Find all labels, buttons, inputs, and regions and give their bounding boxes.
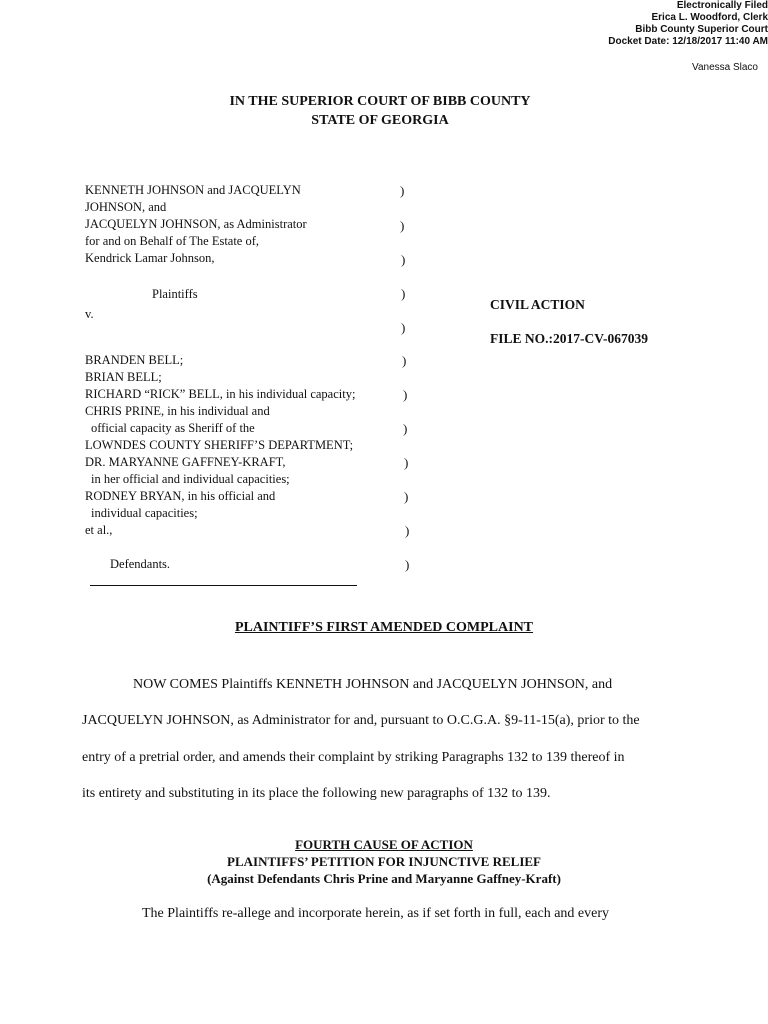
caption-paren: ) (403, 421, 408, 436)
caption-paren: ) (401, 252, 406, 267)
defendant-line: in her official and individual capacities; (91, 472, 290, 486)
body-line: its entirety and substituting in its place the following new paragraphs of 132 to 139. (82, 786, 551, 801)
body-line: JACQUELYN JOHNSON, as Administrator for and, pursuant to O.C.G.A. §9-11-15(a), prior to the (82, 713, 640, 728)
court-name: IN THE SUPERIOR COURT OF BIBB COUNTY (229, 94, 531, 109)
defendant-line: BRANDEN BELL; (85, 353, 184, 367)
versus-label: v. (85, 307, 94, 321)
plaintiff-line: JOHNSON, and (85, 200, 167, 214)
defendant-line: individual capacities; (91, 506, 198, 520)
cause-of-action-heading (0, 836, 768, 887)
caption-paren: ) (401, 286, 406, 301)
body-line: NOW COMES Plaintiffs KENNETH JOHNSON and JACQUELYN JOHNSON, and (133, 677, 613, 692)
stamp-clerk-line: Erica L. Woodford, Clerk (651, 12, 768, 23)
defendant-line: LOWNDES COUNTY SHERIFF’S DEPARTMENT; (85, 438, 354, 452)
caption-paren: ) (402, 353, 407, 368)
caption-paren: ) (401, 320, 406, 335)
file-number: FILE NO.:2017-CV-067039 (490, 331, 648, 346)
cause-title: FOURTH CAUSE OF ACTION (295, 837, 473, 852)
caption-rule (90, 585, 357, 586)
caption-paren: ) (404, 455, 409, 470)
defendants-label: Defendants. (110, 557, 171, 571)
caption-paren: ) (404, 489, 409, 504)
civil-action-label: CIVIL ACTION (490, 297, 585, 312)
court-state: STATE OF GEORGIA (311, 113, 449, 128)
stamp-clerk-name: Vanessa Slaco (692, 62, 758, 73)
body-line: entry of a pretrial order, and amends their complaint by striking Paragraphs 132 to 139 thereof in (82, 750, 625, 765)
plaintiffs-label: Plaintiffs (152, 287, 198, 301)
stamp-filed-line: Electronically Filed (676, 0, 768, 11)
defendant-line: BRIAN BELL; (85, 370, 162, 384)
defendant-line: CHRIS PRINE, in his individual and (85, 404, 270, 418)
plaintiff-line: KENNETH JOHNSON and JACQUELYN (85, 183, 301, 197)
cause-subtitle: PLAINTIFFS’ PETITION FOR INJUNCTIVE RELIEF (227, 854, 541, 869)
plaintiff-line: Kendrick Lamar Johnson, (85, 251, 215, 265)
document-title-text: PLAINTIFF’S FIRST AMENDED COMPLAINT (234, 620, 534, 635)
caption-paren: ) (400, 183, 405, 198)
defendant-line: et al., (85, 523, 113, 537)
court-heading (140, 92, 620, 130)
stamp-docket-date: Docket Date: 12/18/2017 11:40 AM (608, 36, 768, 47)
document-title (0, 620, 768, 636)
defendant-line: RICHARD “RICK” BELL, in his individual capacity; (85, 387, 356, 401)
filing-stamp (598, 0, 768, 48)
cause-against: (Against Defendants Chris Prine and Maryanne Gaffney-Kraft) (207, 871, 561, 886)
caption-paren: ) (400, 218, 405, 233)
caption-paren: ) (405, 557, 410, 572)
defendant-line: official capacity as Sheriff of the (91, 421, 255, 435)
cause-intro-line: The Plaintiffs re-allege and incorporate herein, as if set forth in full, each and every (142, 906, 609, 921)
defendant-line: DR. MARYANNE GAFFNEY-KRAFT, (85, 455, 286, 469)
defendant-line: RODNEY BRYAN, in his official and (85, 489, 276, 503)
caption-paren: ) (405, 523, 410, 538)
plaintiff-line: for and on Behalf of The Estate of, (85, 234, 260, 248)
caption-paren: ) (403, 387, 408, 402)
plaintiff-line: JACQUELYN JOHNSON, as Administrator (85, 217, 307, 231)
stamp-court-line: Bibb County Superior Court (635, 24, 768, 35)
